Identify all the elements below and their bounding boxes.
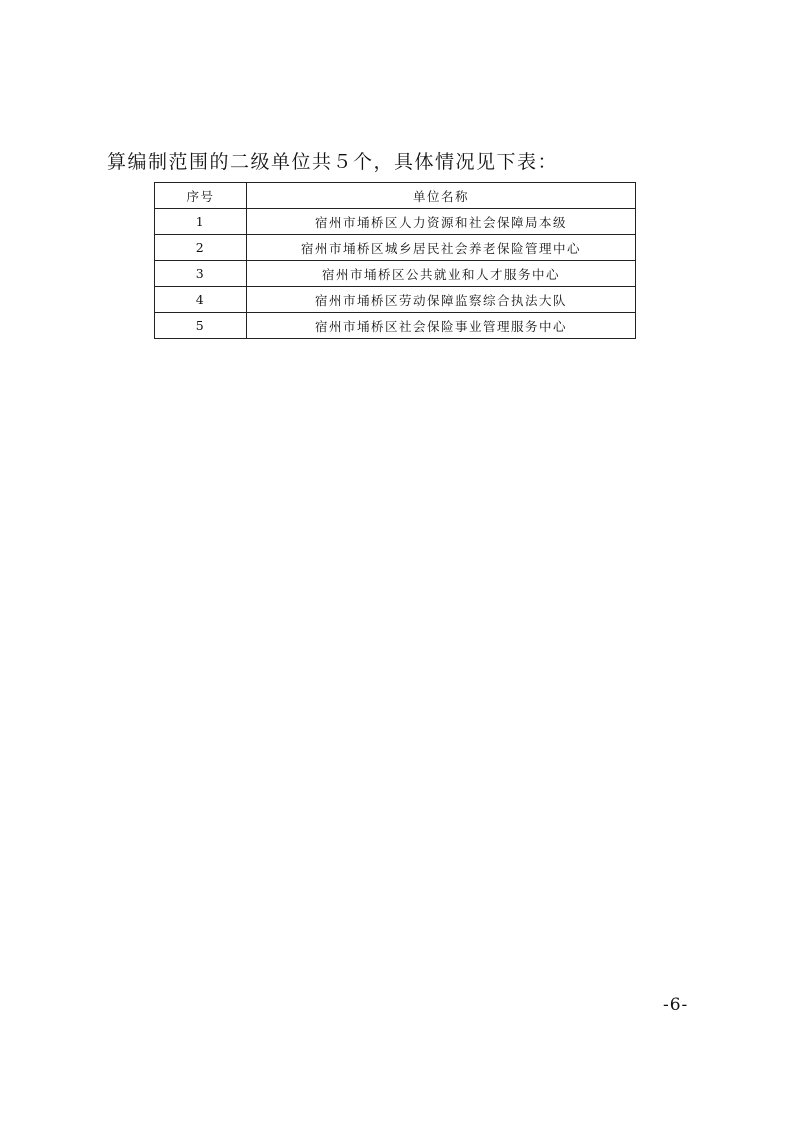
row-number: 2 [155,235,247,261]
table-row [155,209,636,235]
row-number: 3 [155,261,247,287]
row-unit-name: 宿州市埇桥区公共就业和人才服务中心 [247,261,636,287]
table-row [155,313,636,339]
table-header-row [155,183,636,209]
row-number: 4 [155,287,247,313]
header-unit-name: 单位名称 [247,183,636,209]
row-number: 1 [155,209,247,235]
row-unit-name: 宿州市埇桥区劳动保障监察综合执法大队 [247,287,636,313]
page-number: -6- [663,995,689,1015]
row-number: 5 [155,313,247,339]
table-row [155,235,636,261]
row-unit-name: 宿州市埇桥区人力资源和社会保障局本级 [247,209,636,235]
row-unit-name: 宿州市埇桥区社会保险事业管理服务中心 [247,313,636,339]
table-row [155,287,636,313]
intro-paragraph: 算编制范围的二级单位共５个，具体情况见下表： [107,151,559,173]
units-table [154,182,636,339]
header-number: 序号 [155,183,247,209]
row-unit-name: 宿州市埇桥区城乡居民社会养老保险管理中心 [247,235,636,261]
table-row [155,261,636,287]
